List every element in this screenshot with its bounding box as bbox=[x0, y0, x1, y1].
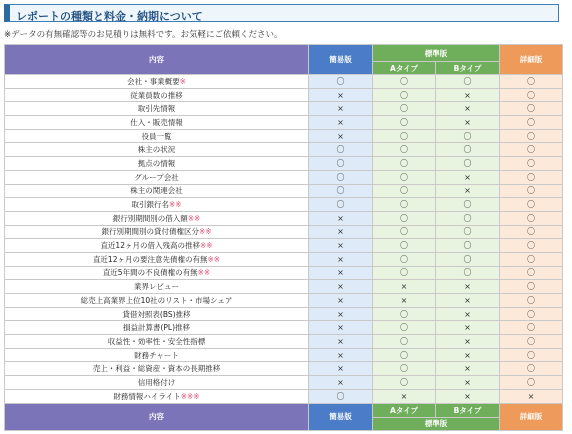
availability-detailed: 〇 bbox=[500, 294, 563, 308]
table-row bbox=[5, 157, 563, 171]
section-title bbox=[4, 4, 559, 22]
table-row bbox=[5, 211, 563, 225]
availability-detailed: 〇 bbox=[500, 198, 563, 212]
header-type-b: Bタイプ bbox=[436, 62, 500, 75]
availability-detailed: 〇 bbox=[500, 321, 563, 335]
footer-content: 内容 bbox=[5, 403, 309, 430]
table-row bbox=[5, 143, 563, 157]
row-label bbox=[5, 307, 309, 321]
table-row bbox=[5, 129, 563, 143]
row-label bbox=[5, 211, 309, 225]
availability-simple: × bbox=[309, 88, 373, 102]
row-footnote-mark: ※※※ bbox=[180, 391, 200, 401]
report-comparison-table bbox=[4, 44, 563, 431]
availability-simple: 〇 bbox=[309, 389, 373, 403]
row-footnote-mark: ※ bbox=[179, 76, 186, 86]
availability-detailed: 〇 bbox=[500, 211, 563, 225]
availability-type-a: 〇 bbox=[373, 170, 436, 184]
row-label-text: 損益計算書(PL)推移 bbox=[122, 323, 191, 333]
row-footnote-mark: ※※ bbox=[187, 213, 201, 223]
availability-type-b: × bbox=[436, 389, 500, 403]
row-label bbox=[5, 294, 309, 308]
availability-detailed: × bbox=[500, 389, 563, 403]
availability-type-b: × bbox=[436, 307, 500, 321]
availability-type-a: 〇 bbox=[373, 116, 436, 130]
table-row bbox=[5, 376, 563, 390]
row-label-text: 直近5年間の不良債権の有無 bbox=[102, 268, 198, 278]
availability-type-b: × bbox=[436, 376, 500, 390]
availability-type-b: × bbox=[436, 102, 500, 116]
table-row bbox=[5, 321, 563, 335]
table-row bbox=[5, 266, 563, 280]
availability-detailed: 〇 bbox=[500, 307, 563, 321]
header-standard-edition: 標準版 bbox=[373, 45, 500, 62]
row-label-text: 従業員数の推移 bbox=[130, 90, 183, 100]
header-content: 内容 bbox=[5, 45, 309, 75]
availability-type-a: 〇 bbox=[373, 225, 436, 239]
row-label-text: 財務チャート bbox=[134, 350, 179, 360]
row-footnote-mark: ※※ bbox=[198, 227, 212, 237]
footer-detailed-edition: 詳細版 bbox=[500, 403, 563, 430]
availability-type-a: 〇 bbox=[373, 362, 436, 376]
availability-simple: × bbox=[309, 376, 373, 390]
table-row bbox=[5, 75, 563, 89]
table-row bbox=[5, 348, 563, 362]
row-label bbox=[5, 252, 309, 266]
availability-type-b: 〇 bbox=[436, 198, 500, 212]
row-label bbox=[5, 389, 309, 403]
availability-type-a: 〇 bbox=[373, 348, 436, 362]
table-row bbox=[5, 170, 563, 184]
row-label bbox=[5, 129, 309, 143]
availability-type-b: 〇 bbox=[436, 211, 500, 225]
row-label-text: 収益性・効率性・安全性指標 bbox=[107, 336, 206, 346]
row-label-text: 直近12ヶ月の要注意先債権の有無 bbox=[92, 254, 208, 264]
footer-type-a: Aタイプ bbox=[373, 403, 436, 417]
availability-detailed: 〇 bbox=[500, 129, 563, 143]
availability-detailed: 〇 bbox=[500, 252, 563, 266]
availability-type-a: 〇 bbox=[373, 321, 436, 335]
free-estimate-note: ※データの有無確認等のお見積りは無料です。お気軽にご依頼ください。 bbox=[4, 30, 283, 40]
availability-type-a: 〇 bbox=[373, 143, 436, 157]
row-label bbox=[5, 143, 309, 157]
header-detailed-edition: 詳細版 bbox=[500, 45, 563, 75]
availability-type-b: × bbox=[436, 348, 500, 362]
availability-detailed: 〇 bbox=[500, 88, 563, 102]
availability-simple: × bbox=[309, 129, 373, 143]
availability-type-b: 〇 bbox=[436, 239, 500, 253]
table-row bbox=[5, 88, 563, 102]
availability-simple: × bbox=[309, 307, 373, 321]
availability-type-a: × bbox=[373, 294, 436, 308]
availability-simple: 〇 bbox=[309, 198, 373, 212]
availability-type-b: × bbox=[436, 321, 500, 335]
availability-type-a: 〇 bbox=[373, 335, 436, 349]
availability-detailed: 〇 bbox=[500, 157, 563, 171]
availability-type-a: 〇 bbox=[373, 75, 436, 89]
table-row bbox=[5, 294, 563, 308]
availability-detailed: 〇 bbox=[500, 335, 563, 349]
availability-simple: × bbox=[309, 335, 373, 349]
availability-type-b: 〇 bbox=[436, 157, 500, 171]
row-label-text: 売上・利益・総資産・資本の長期推移 bbox=[92, 364, 221, 374]
row-label bbox=[5, 170, 309, 184]
availability-type-a: 〇 bbox=[373, 211, 436, 225]
availability-simple: × bbox=[309, 102, 373, 116]
availability-simple: × bbox=[309, 116, 373, 130]
row-label bbox=[5, 362, 309, 376]
availability-type-a: 〇 bbox=[373, 198, 436, 212]
row-label-text: 信用格付け bbox=[137, 377, 176, 387]
row-label bbox=[5, 348, 309, 362]
availability-simple: 〇 bbox=[309, 75, 373, 89]
row-label bbox=[5, 266, 309, 280]
availability-simple: × bbox=[309, 321, 373, 335]
availability-detailed: 〇 bbox=[500, 75, 563, 89]
row-label-text: 直近12ヶ月の借入残高の推移 bbox=[100, 241, 200, 251]
row-label-text: 仕入・販売情報 bbox=[130, 117, 183, 127]
row-footnote-mark: ※※ bbox=[199, 241, 213, 251]
availability-type-a: 〇 bbox=[373, 129, 436, 143]
row-label bbox=[5, 102, 309, 116]
availability-simple: × bbox=[309, 211, 373, 225]
availability-type-b: × bbox=[436, 184, 500, 198]
row-label bbox=[5, 198, 309, 212]
availability-type-a: 〇 bbox=[373, 376, 436, 390]
availability-type-a: × bbox=[373, 389, 436, 403]
availability-detailed: 〇 bbox=[500, 239, 563, 253]
table-row bbox=[5, 239, 563, 253]
table-row bbox=[5, 335, 563, 349]
row-label-text: 会社・事業概要 bbox=[127, 76, 180, 86]
availability-type-a: 〇 bbox=[373, 307, 436, 321]
availability-type-a: 〇 bbox=[373, 88, 436, 102]
row-label-text: 株主の状況 bbox=[137, 145, 176, 155]
table-row bbox=[5, 362, 563, 376]
availability-type-a: 〇 bbox=[373, 266, 436, 280]
row-label bbox=[5, 157, 309, 171]
table-row bbox=[5, 102, 563, 116]
availability-simple: 〇 bbox=[309, 157, 373, 171]
availability-detailed: 〇 bbox=[500, 170, 563, 184]
availability-detailed: 〇 bbox=[500, 225, 563, 239]
table-row bbox=[5, 280, 563, 294]
section-title-text: レポートの種類と料金・納期について bbox=[16, 10, 203, 23]
row-label bbox=[5, 335, 309, 349]
row-label-text: 銀行別期間別の借入額 bbox=[112, 213, 188, 223]
availability-detailed: 〇 bbox=[500, 116, 563, 130]
availability-simple: 〇 bbox=[309, 170, 373, 184]
availability-simple: × bbox=[309, 266, 373, 280]
availability-type-a: 〇 bbox=[373, 102, 436, 116]
availability-detailed: 〇 bbox=[500, 266, 563, 280]
availability-type-b: × bbox=[436, 88, 500, 102]
footer-standard-edition: 標準版 bbox=[373, 417, 500, 430]
availability-type-b: 〇 bbox=[436, 75, 500, 89]
availability-type-a: 〇 bbox=[373, 157, 436, 171]
availability-detailed: 〇 bbox=[500, 362, 563, 376]
table-row bbox=[5, 389, 563, 403]
header-simple-edition: 簡易版 bbox=[309, 45, 373, 75]
availability-type-a: 〇 bbox=[373, 239, 436, 253]
availability-type-b: 〇 bbox=[436, 129, 500, 143]
row-label-text: 銀行別期間別の貸付債権区分 bbox=[101, 227, 199, 237]
availability-simple: × bbox=[309, 294, 373, 308]
row-label bbox=[5, 75, 309, 89]
footer-type-b: Bタイプ bbox=[436, 403, 500, 417]
row-label bbox=[5, 184, 309, 198]
footer-simple-edition: 簡易版 bbox=[309, 403, 373, 430]
availability-detailed: 〇 bbox=[500, 102, 563, 116]
availability-type-a: 〇 bbox=[373, 252, 436, 266]
availability-type-b: 〇 bbox=[436, 252, 500, 266]
row-label bbox=[5, 116, 309, 130]
row-label-text: 株主の関連会社 bbox=[130, 186, 183, 196]
row-label bbox=[5, 225, 309, 239]
availability-simple: × bbox=[309, 252, 373, 266]
row-label-text: 取引先情報 bbox=[137, 104, 176, 114]
availability-type-b: × bbox=[436, 170, 500, 184]
availability-detailed: 〇 bbox=[500, 280, 563, 294]
availability-type-b: × bbox=[436, 294, 500, 308]
row-label bbox=[5, 239, 309, 253]
table-row bbox=[5, 184, 563, 198]
availability-type-b: × bbox=[436, 116, 500, 130]
availability-simple: × bbox=[309, 225, 373, 239]
table-row bbox=[5, 116, 563, 130]
row-label-text: 役員一覧 bbox=[141, 131, 172, 141]
table-row bbox=[5, 198, 563, 212]
availability-type-a: 〇 bbox=[373, 184, 436, 198]
row-label bbox=[5, 88, 309, 102]
row-label-text: グループ会社 bbox=[134, 172, 179, 182]
availability-simple: × bbox=[309, 239, 373, 253]
row-label bbox=[5, 321, 309, 335]
row-label-text: 総売上高業界上位10社のリスト・市場シェア bbox=[80, 295, 233, 305]
availability-type-b: × bbox=[436, 335, 500, 349]
availability-simple: 〇 bbox=[309, 184, 373, 198]
row-label-text: 貸借対照表(BS)推移 bbox=[122, 309, 191, 319]
availability-type-b: × bbox=[436, 280, 500, 294]
row-footnote-mark: ※※ bbox=[207, 254, 221, 264]
availability-simple: × bbox=[309, 280, 373, 294]
row-label-text: 拠点の情報 bbox=[137, 158, 176, 168]
table-row bbox=[5, 252, 563, 266]
availability-simple: 〇 bbox=[309, 143, 373, 157]
header-type-a: Aタイプ bbox=[373, 62, 436, 75]
availability-type-b: 〇 bbox=[436, 225, 500, 239]
availability-type-a: × bbox=[373, 280, 436, 294]
row-label bbox=[5, 280, 309, 294]
availability-detailed: 〇 bbox=[500, 184, 563, 198]
availability-simple: × bbox=[309, 362, 373, 376]
row-label bbox=[5, 376, 309, 390]
row-label-text: 財務情報ハイライト bbox=[113, 391, 181, 401]
row-label-text: 取引銀行名 bbox=[131, 200, 169, 210]
availability-simple: × bbox=[309, 348, 373, 362]
availability-detailed: 〇 bbox=[500, 143, 563, 157]
availability-type-b: 〇 bbox=[436, 143, 500, 157]
row-label-text: 業界レビュー bbox=[134, 282, 179, 292]
availability-type-b: × bbox=[436, 362, 500, 376]
row-footnote-mark: ※※ bbox=[197, 268, 211, 278]
availability-type-b: 〇 bbox=[436, 266, 500, 280]
availability-detailed: 〇 bbox=[500, 376, 563, 390]
availability-detailed: 〇 bbox=[500, 348, 563, 362]
row-footnote-mark: ※※ bbox=[168, 200, 182, 210]
table-row bbox=[5, 225, 563, 239]
table-row bbox=[5, 307, 563, 321]
